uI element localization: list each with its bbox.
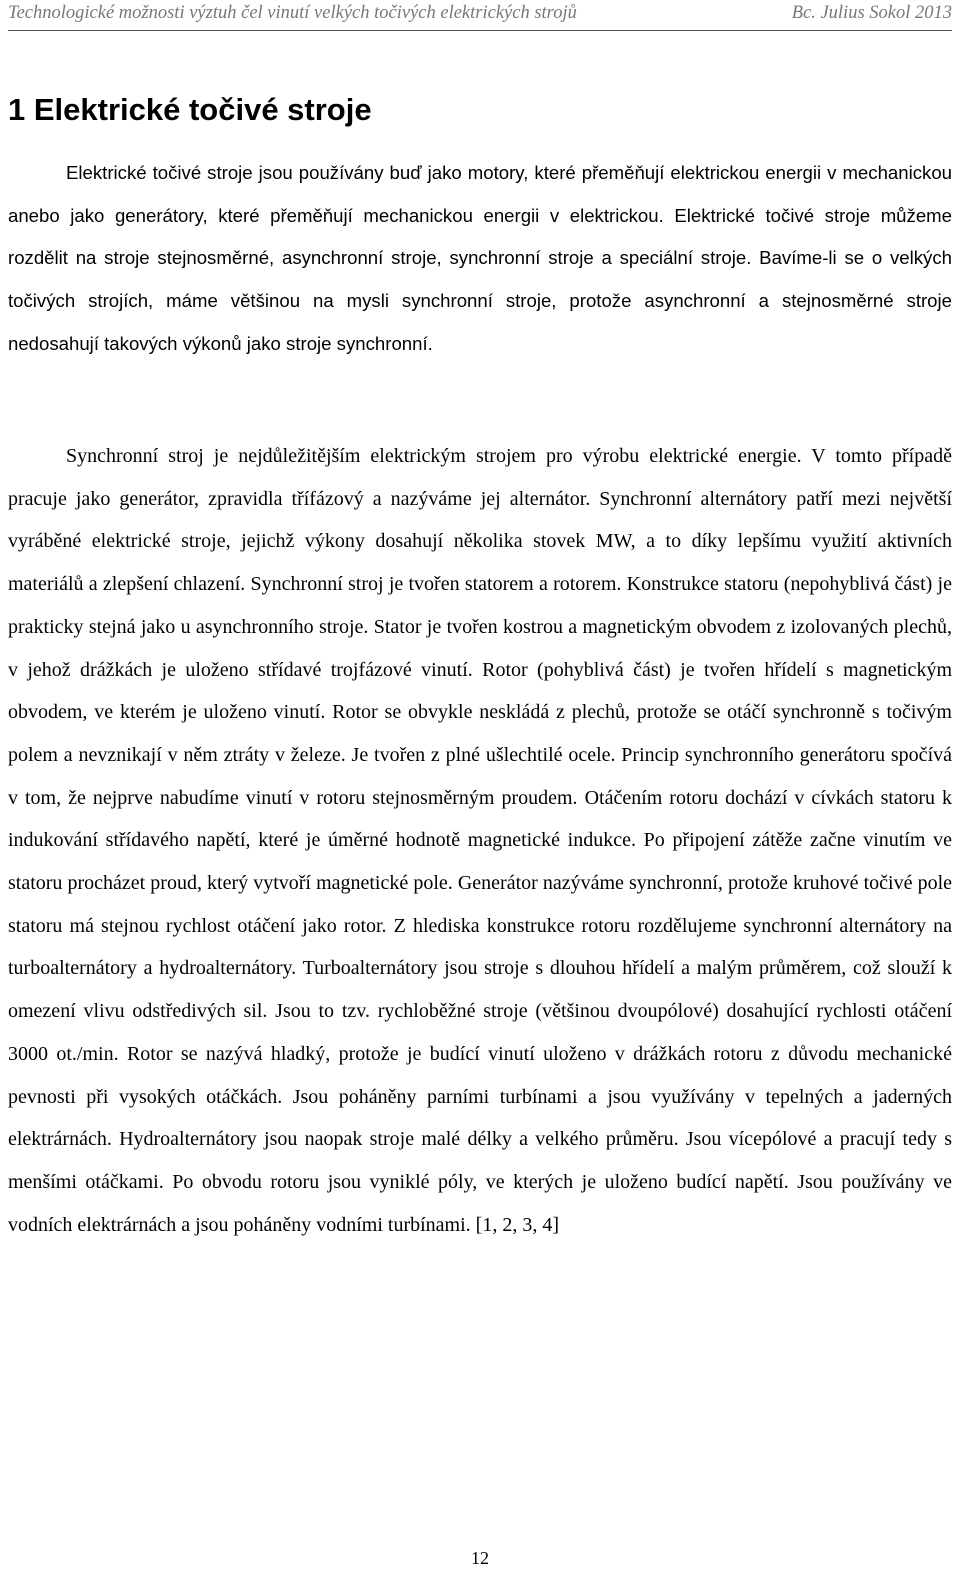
running-header [8,0,952,31]
page-number: 12 [471,1548,489,1568]
paragraph-intro [8,152,952,366]
header-author-year: Bc. Julius Sokol 2013 [791,3,952,23]
paragraph-intro-text: Elektrické točivé stroje jsou používány buď jako motory, které přeměňují elektrickou energii v mechanickou anebo jako generátory, které přeměňují mechanickou energii v elektrickou. Elektrické točivé stroje můžeme rozdělit na stroje stejnosměrné, asynchronní stroje, synchronní stroje a speciální stroje. Bavíme-li se o velkých točivých strojích, máme většinou na mysli synchronní stroje, protože asynchronní a stejnosměrné stroje nedosahují takových výkonů jako stroje synchronní. [8,162,952,354]
header-document-title: Technologické možnosti výztuh čel vinutí velkých točivých elektrických strojů [8,3,577,23]
chapter-title: 1 Elektrické točivé stroje [8,92,372,127]
paragraph-synchronous-machines [8,435,952,1246]
paragraph-synchronous-machines-text: Synchronní stroj je nejdůležitějším elektrickým strojem pro výrobu elektrické energie. V tomto případě pracuje jako generátor, zpravidla třífázový a nazýváme jej alternátor. Synchronní alternátory patří mezi největší vyráběné elektrické stroje, jejichž výkony dosahují několika stovek MW, a to díky lepšímu využití aktivních materiálů a zlepšení chlazení. Synchronní stroj je tvořen statorem a rotorem. Konstrukce statoru (nepohyblivá část) je prakticky stejná jako u asynchronního stroje. Stator je tvořen kostrou a magnetickým obvodem z izolovaných plechů, v jehož drážkách je uloženo střídavé trojfázové vinutí. Rotor (pohyblivá část) je tvořen hřídelí s magnetickým obvodem, ve kterém je uloženo vinutí. Rotor se obvykle neskládá z plechů, protože se otáčí synchronně s točivým polem a nevznikají v něm ztráty v železe. Je tvořen z plné ušlechtilé ocele. Princip synchronního generátoru spočívá v tom, že nejprve nabudíme vinutí v rotoru stejnosměrným proudem. Otáčením rotoru dochází v cívkách statoru k indukování střídavého napětí, které je úměrné hodnotě magnetické indukce. Po připojení zátěže začne vinutím ve statoru procházet proud, který vytvoří magnetické pole. Generátor nazýváme synchronní, protože kruhové točivé pole statoru má stejnou rychlost otáčení jako rotor. Z hlediska konstrukce rotoru rozdělujeme synchronní alternátory na turboalternátory a hydroalternátory. Turboalternátory jsou stroje s dlouhou hřídelí a malým průměrem, což slouží k omezení vlivu odstředivých sil. Jsou to tzv. rychloběžné stroje (většinou dvoupólové) dosahující rychlosti otáčení 3000 ot./min. Rotor se nazývá hladký, protože je budící vinutí uloženo v drážkách rotoru z důvodu mechanické pevnosti při vysokých otáčkách. Jsou poháněny parními turbínami a jsou využívány v tepelných a jaderných elektrárnách. Hydroalternátory jsou naopak stroje malé délky a velkého průměru. Jsou vícepólové a pracují tedy s menšími otáčkami. Po obvodu rotoru jsou vyniklé póly, ve kterých je uloženo budící napětí. Jsou používány ve vodních elektrárnách a jsou poháněny vodními turbínami. [1, 2, 3, 4] [8,445,952,1236]
